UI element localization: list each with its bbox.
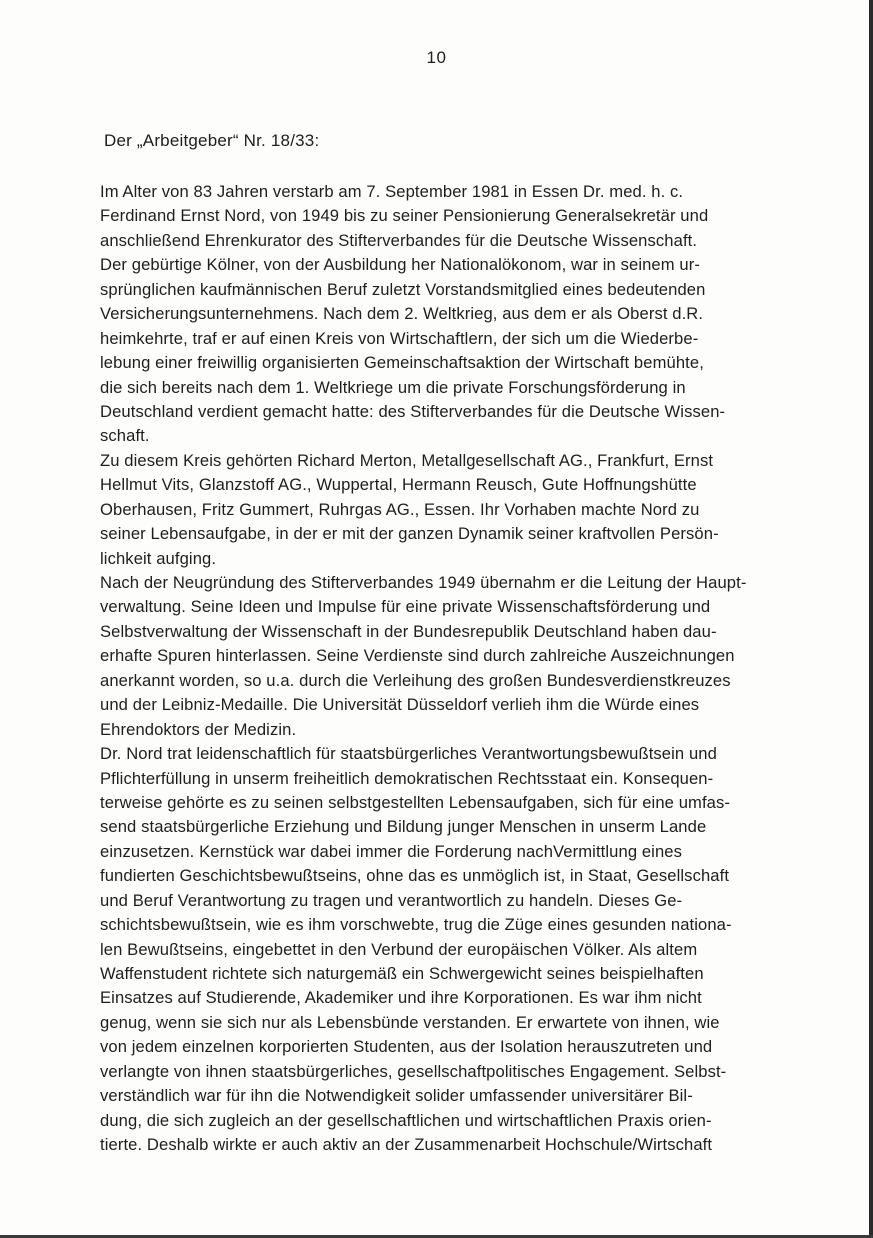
text-line: schichtsbewußtsein, wie es ihm vorschwebte, trug die Züge eines gesunden nationa- bbox=[100, 915, 732, 935]
text-line: Selbstverwaltung der Wissenschaft in der Bundesrepublik Deutschland haben dau- bbox=[100, 621, 717, 641]
text-line: len Bewußtseins, eingebettet in den Verbund der europäischen Völker. Als altem bbox=[100, 939, 698, 959]
text-line: Dr. Nord trat leidenschaftlich für staatsbürgerliches Verantwortungsbewußtsein und bbox=[100, 744, 717, 764]
text-line: Oberhausen, Fritz Gummert, Ruhrgas AG., Essen. Ihr Vorhaben machte Nord zu bbox=[100, 499, 700, 519]
text-line: Einsatzes auf Studierende, Akademiker und ihre Korporationen. Es war ihm nicht bbox=[100, 988, 702, 1008]
text-line: anschließend Ehrenkurator des Stifterverbandes für die Deutsche Wissenschaft. bbox=[100, 230, 698, 250]
text-line: genug, wenn sie sich nur als Lebensbünde verstanden. Er erwartete von ihnen, wie bbox=[100, 1012, 720, 1032]
scan-edge-right bbox=[869, 0, 873, 1238]
text-line: fundierten Geschichtsbewußtseins, ohne das es unmöglich ist, in Staat, Gesellschaft bbox=[100, 866, 730, 886]
text-line: Deutschland verdient gemacht hatte: des Stifterverbandes für die Deutsche Wissen- bbox=[100, 401, 726, 421]
text-line: schaft. bbox=[100, 426, 150, 446]
text-line: Hellmut Vits, Glanzstoff AG., Wuppertal, Hermann Reusch, Gute Hoffnungshütte bbox=[100, 475, 697, 495]
text-line: lichkeit aufging. bbox=[100, 548, 217, 568]
text-line: verlangte von ihnen staatsbürgerliches, gesellschaftpolitisches Engagement. Selbst- bbox=[100, 1061, 727, 1081]
text-line: tierte. Deshalb wirkte er auch aktiv an der Zusammenarbeit Hochschule/Wirtschaft bbox=[100, 1135, 713, 1155]
text-line: Zu diesem Kreis gehörten Richard Merton, Metallgesellschaft AG., Frankfurt, Ernst bbox=[100, 450, 714, 470]
text-line: sprünglichen kaufmännischen Beruf zuletzt Vorstandsmitglied eines bedeutenden bbox=[100, 279, 706, 299]
text-line: lebung einer freiwillig organisierten Gemeinschaftsaktion der Wirtschaft bemühte, bbox=[100, 353, 704, 373]
text-line: von jedem einzelnen korporierten Studenten, aus der Isolation herauszutreten und bbox=[100, 1037, 713, 1057]
text-line: Der gebürtige Kölner, von der Ausbildung her Nationalökonom, war in seinem ur- bbox=[100, 255, 700, 275]
text-line: Im Alter von 83 Jahren verstarb am 7. September 1981 in Essen Dr. med. h. c. bbox=[100, 182, 684, 201]
article-source-heading: Der „Arbeitgeber“ Nr. 18/33: bbox=[104, 131, 320, 150]
text-line: und Beruf Verantwortung zu tragen und verantwortlich zu handeln. Dieses Ge- bbox=[100, 890, 683, 910]
text-line: verständlich war für ihn die Notwendigkeit solider umfassender universitärer Bil- bbox=[100, 1086, 693, 1106]
text-line: anerkannt worden, so u.a. durch die Verleihung des großen Bundesverdienstkreuzes bbox=[100, 670, 731, 690]
text-line: die sich bereits nach dem 1. Weltkriege um die private Forschungsförderung in bbox=[100, 377, 686, 397]
text-line: heimkehrte, traf er auf einen Kreis von Wirtschaftlern, der sich um die Wiederbe- bbox=[100, 328, 699, 348]
text-line: seiner Lebensaufgabe, in der er mit der ganzen Dynamik seiner kraftvollen Persön- bbox=[100, 524, 719, 544]
text-line: einzusetzen. Kernstück war dabei immer die Forderung nachVermittlung eines bbox=[100, 841, 683, 861]
text-line: dung, die sich zugleich an der gesellschaftlichen und wirtschaftlichen Praxis orien- bbox=[100, 1110, 712, 1130]
text-line: Versicherungsunternehmens. Nach dem 2. Weltkrieg, aus dem er als Oberst d.R. bbox=[100, 304, 704, 324]
article-body bbox=[100, 180, 835, 1158]
text-line: Pflichterfüllung in unserm freiheitlich demokratischen Rechtsstaat ein. Konsequen- bbox=[100, 768, 714, 788]
text-line: send staatsbürgerliche Erziehung und Bildung junger Menschen in unserm Lande bbox=[100, 817, 707, 837]
text-line: Nach der Neugründung des Stifterverbandes 1949 übernahm er die Leitung der Haupt- bbox=[100, 573, 747, 592]
text-line: erhafte Spuren hinterlassen. Seine Verdienste sind durch zahlreiche Auszeichnungen bbox=[100, 646, 735, 666]
text-line: und der Leibniz-Medaille. Die Universität Düsseldorf verlieh ihm die Würde eines bbox=[100, 695, 700, 715]
text-line: verwaltung. Seine Ideen und Impulse für eine private Wissenschaftsförderung und bbox=[100, 597, 711, 617]
text-line: Ehrendoktors der Medizin. bbox=[100, 719, 297, 739]
text-line: terweise gehörte es zu seinen selbstgestellten Lebensaufgaben, sich für eine umfas- bbox=[100, 792, 731, 812]
text-line: Waffenstudent richtete sich naturgemäß ein Schwergewicht seines beispielhaften bbox=[100, 964, 704, 983]
text-line: Ferdinand Ernst Nord, von 1949 bis zu seiner Pensionierung Generalsekretär und bbox=[100, 206, 709, 226]
page-number: 10 bbox=[426, 48, 447, 67]
